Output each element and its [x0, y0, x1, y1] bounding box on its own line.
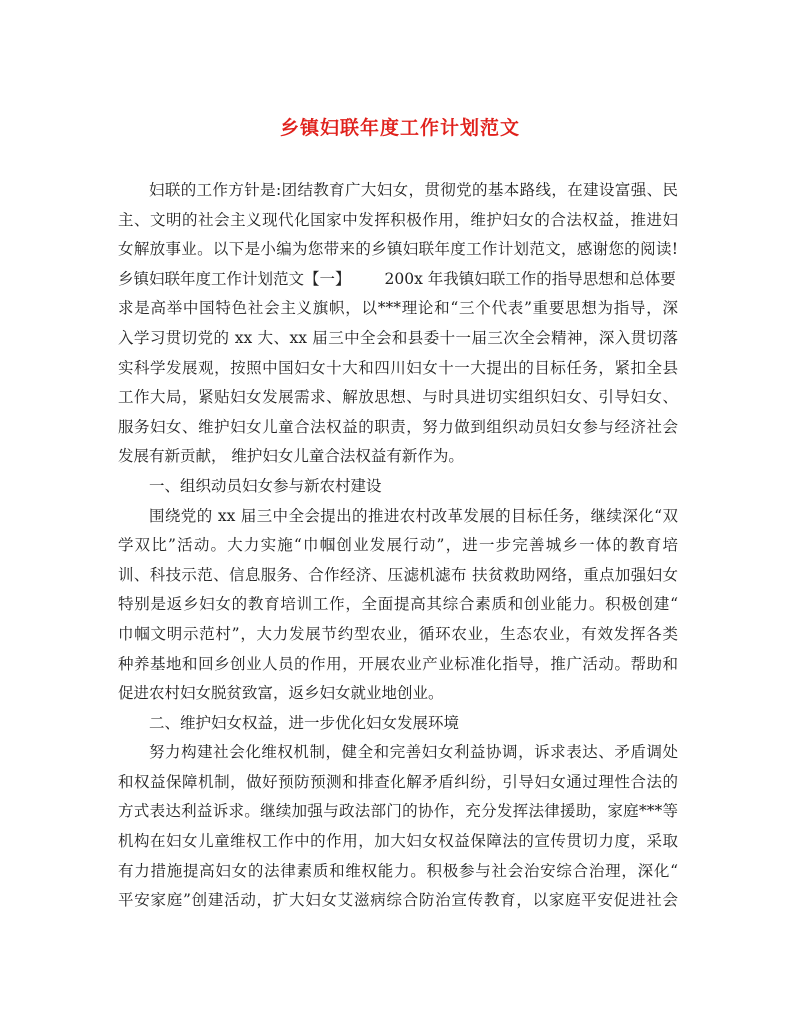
intro-line: 妇联的工作方针是:团结教育广大妇女，贯彻党的基本路线，在建设富强、民	[149, 181, 678, 199]
section1-line: 特别是返乡妇女的教育培训工作，全面提高其综合素质和创业能力。积极创建“	[118, 595, 678, 614]
plan-heading-line	[118, 265, 678, 295]
intro-line: 主、文明的社会主义现代化国家中发挥积极作用，维护妇女的合法权益，推进妇	[118, 210, 678, 229]
section2-line: 有力措施提高妇女的法律素质和维权能力。积极参与社会治安综合治理，深化“	[118, 861, 678, 880]
plan-line: 求是高举中国特色社会主义旗帜，以***理论和“三个代表”重要思想为指导，深	[118, 299, 678, 318]
section2-line: 努力构建社会化维权机制，健全和完善妇女利益协调，诉求表达、矛盾调处	[149, 743, 678, 762]
page-title: 乡镇妇联年度工作计划范文	[279, 117, 520, 139]
section2-line: 和权益保障机制，做好预防预测和排查化解矛盾纠纷，引导妇女通过理性合法的	[118, 772, 678, 791]
plan-line-first: 200x 年我镇妇联工作的指导思想和总体要	[384, 269, 676, 288]
plan-line: 发展有新贡献， 维护妇女儿童合法权益有新作为。	[118, 447, 464, 466]
section1-line: 训、科技示范、信息服务、合作经济、压滤机滤布 扶贫救助网络，重点加强妇女	[118, 565, 678, 584]
section2-line: 机构在妇女儿童维权工作中的作用，加大妇女权益保障法的宣传贯切力度，采取	[118, 832, 678, 851]
section1-line: 促进农村妇女脱贫致富，返乡妇女就业地创业。	[118, 684, 444, 703]
section1-line: 巾帼文明示范村”，大力发展节约型农业，循环农业，生态农业，有效发挥各类	[118, 624, 678, 643]
plan-heading: 乡镇妇联年度工作计划范文【一】	[118, 269, 351, 288]
section-heading: 一、组织动员妇女参与新农村建设	[149, 476, 382, 495]
section1-line: 学双比”活动。大力实施“巾帼创业发展行动”，进一步完善城乡一体的教育培	[118, 536, 678, 555]
plan-line: 服务妇女、维护妇女儿童合法权益的职责，努力做到组织动员妇女参与经济社会	[118, 417, 678, 436]
section-heading: 二、维护妇女权益，进一步优化妇女发展环境	[149, 713, 460, 732]
section1-line: 围绕党的 xx 届三中全会提出的推进农村改革发展的目标任务，继续深化“双	[149, 506, 678, 525]
plan-line: 实科学发展观，按照中国妇女十大和四川妇女十一大提出的目标任务，紧扣全县	[118, 358, 678, 377]
plan-line: 工作大局，紧贴妇女发展需求、解放思想、与时具进切实组织妇女、引导妇女、	[118, 388, 678, 407]
section2-line: 平安家庭”创建活动，扩大妇女艾滋病综合防治宣传教育，以家庭平安促进社会	[118, 891, 678, 910]
section2-line: 方式表达利益诉求。继续加强与政法部门的协作，充分发挥法律援助，家庭***等	[118, 802, 678, 821]
plan-line: 入学习贯切党的 xx 大、xx 届三中全会和县委十一届三次全会精神，深入贯切落	[118, 328, 678, 347]
section1-line: 种养基地和回乡创业人员的作用，开展农业产业标准化指导，推广活动。帮助和	[118, 654, 678, 673]
intro-line: 女解放事业。以下是小编为您带来的乡镇妇联年度工作计划范文，感谢您的阅读!	[118, 240, 678, 259]
document-body	[118, 176, 678, 916]
